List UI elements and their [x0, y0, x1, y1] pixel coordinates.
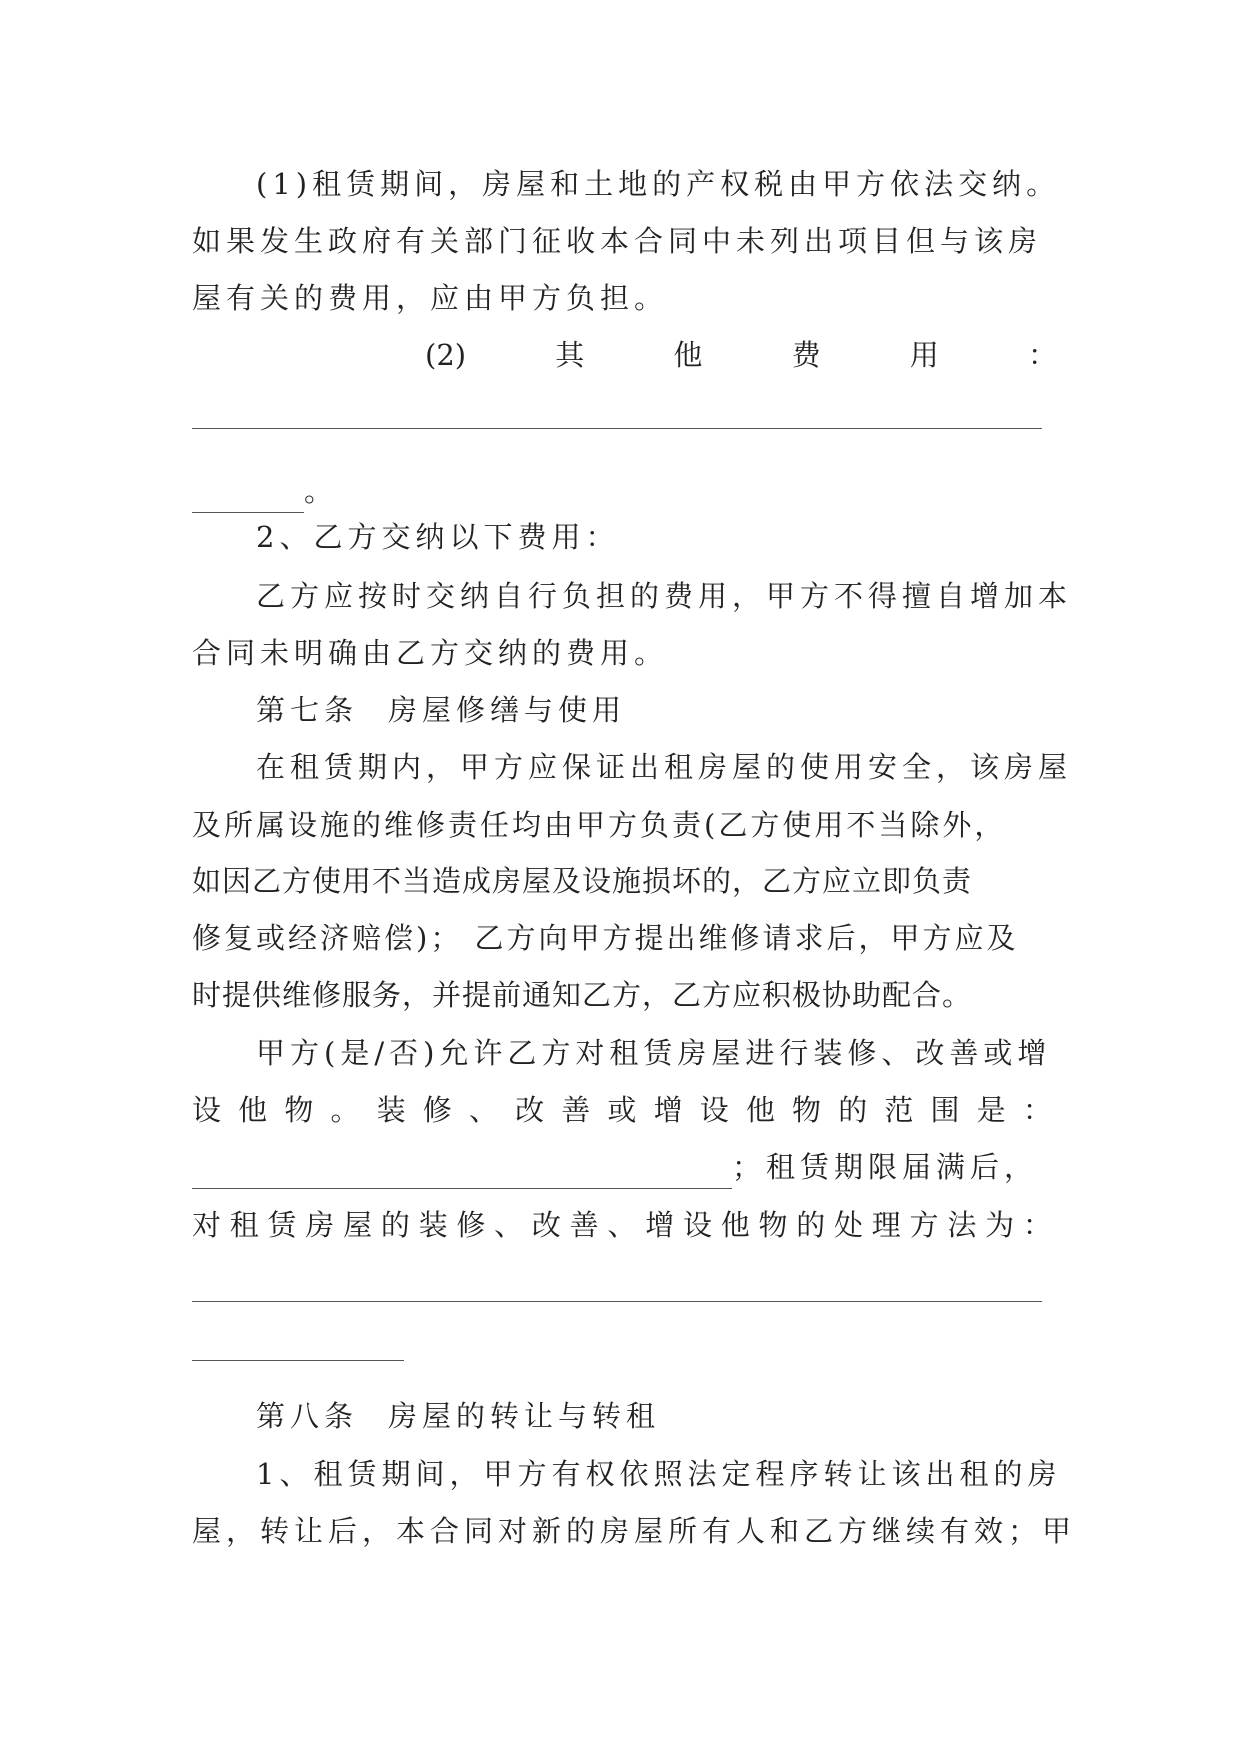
text-line [192, 1088, 1052, 1132]
text-char: 装 [376, 1093, 406, 1127]
text-segment: ；租赁期限届满后， [732, 1150, 1039, 1184]
text-char: 费 [791, 338, 821, 372]
text-char: 修 [422, 1093, 452, 1127]
text-char: ： [1027, 338, 1057, 372]
text-char: 。 [330, 1093, 360, 1127]
text-char: 他 [673, 338, 703, 372]
text-char: 、 [494, 1208, 524, 1242]
blank-line-end [192, 469, 1052, 513]
text-char: 赁 [267, 1208, 297, 1242]
text-char: 、 [468, 1093, 498, 1127]
text-char: 屋 [343, 1208, 373, 1242]
text-char: 改 [531, 1208, 561, 1242]
text-char: 方 [909, 1208, 939, 1242]
text-char: 设 [682, 1208, 712, 1242]
fill-in-blank-line [192, 1301, 1042, 1302]
text-char: 范 [884, 1093, 914, 1127]
text-char: 设 [699, 1093, 729, 1127]
text-line: 在租赁期内，甲方应保证出租房屋的使用安全，该房屋 [256, 750, 1073, 784]
text-char: 为 [985, 1208, 1015, 1242]
text-line: 时提供维修服务，并提前通知乙方，乙方应积极协助配合。 [192, 978, 973, 1012]
text-line: 如果发生政府有关部门征收本合同中未列出项目但与该房 [192, 224, 1043, 258]
text-char: 他 [745, 1093, 775, 1127]
article-8-heading [256, 1394, 1052, 1438]
text-line: 乙方应按时交纳自行负担的费用，甲方不得擅自增加本 [256, 579, 1073, 613]
text-char: 善 [569, 1208, 599, 1242]
article-title: 房屋的转让与转租 [388, 1399, 661, 1433]
text-char: 改 [515, 1093, 545, 1127]
text-line: 合同未明确由乙方交纳的费用。 [192, 636, 669, 670]
text-line: 屋，转让后，本合同对新的房屋所有人和乙方继续有效；甲 [192, 1514, 1077, 1548]
text-char: 物 [758, 1208, 788, 1242]
text-char: 的 [838, 1093, 868, 1127]
text-line [192, 1203, 1052, 1247]
text-char: 物 [792, 1093, 822, 1127]
article-number: 第八条 [256, 1399, 359, 1433]
blank-line-with-text [192, 1145, 1052, 1189]
text-line: 2、乙方交纳以下费用： [256, 520, 620, 554]
article-7-heading [256, 688, 1052, 732]
text-char: 租 [229, 1208, 259, 1242]
text-char: 用 [909, 338, 939, 372]
article-number: 第七条 [256, 693, 359, 727]
text-char: 设 [192, 1093, 222, 1127]
text-char: ： [1022, 1208, 1052, 1242]
fill-in-blank-line [192, 484, 304, 513]
text-line: 修复或经济赔偿)； 乙方向甲方提出维修请求后，甲方应及 [192, 921, 1019, 955]
fill-in-blank-line [192, 1160, 732, 1189]
other-fees-heading [425, 333, 1057, 377]
text-char: (2) [425, 338, 467, 372]
text-line: 如因乙方使用不当造成房屋及设施损坏的，乙方应立即负责 [192, 864, 973, 898]
text-char: 他 [238, 1093, 268, 1127]
text-char: 的 [796, 1208, 826, 1242]
text-char: 的 [380, 1208, 410, 1242]
text-char: 增 [653, 1093, 683, 1127]
text-char: 围 [930, 1093, 960, 1127]
text-char: ： [1022, 1093, 1052, 1127]
text-line: 1、租赁期间，甲方有权依照法定程序转让该出租的房 [256, 1457, 1062, 1491]
text-char: 理 [871, 1208, 901, 1242]
text-char: 法 [947, 1208, 977, 1242]
text-char: 房 [305, 1208, 335, 1242]
text-line: 及所属设施的维修责任均由甲方负责(乙方使用不当除外， [192, 808, 1007, 842]
text-char: 善 [561, 1093, 591, 1127]
text-char: 其 [555, 338, 585, 372]
text-line: 屋有关的费用，应由甲方负担。 [192, 281, 669, 315]
text-char: 是 [976, 1093, 1006, 1127]
text-char: 对 [192, 1208, 222, 1242]
text-char: 他 [720, 1208, 750, 1242]
text-line: 甲方(是/否)允许乙方对租赁房屋进行装修、改善或增 [256, 1036, 1052, 1070]
text-char: 装 [418, 1208, 448, 1242]
text-char: 处 [834, 1208, 864, 1242]
fill-in-blank-line [192, 1360, 404, 1361]
text-char: 、 [607, 1208, 637, 1242]
text-char: 增 [645, 1208, 675, 1242]
text-line: (1)租赁期间，房屋和土地的产权税由甲方依法交纳。 [256, 167, 1061, 201]
text-char: 物 [284, 1093, 314, 1127]
article-title: 房屋修缮与使用 [388, 693, 627, 727]
fill-in-blank-line [192, 428, 1042, 429]
text-char: 或 [607, 1093, 637, 1127]
blank-terminator: 。 [304, 474, 334, 508]
text-char: 修 [456, 1208, 486, 1242]
